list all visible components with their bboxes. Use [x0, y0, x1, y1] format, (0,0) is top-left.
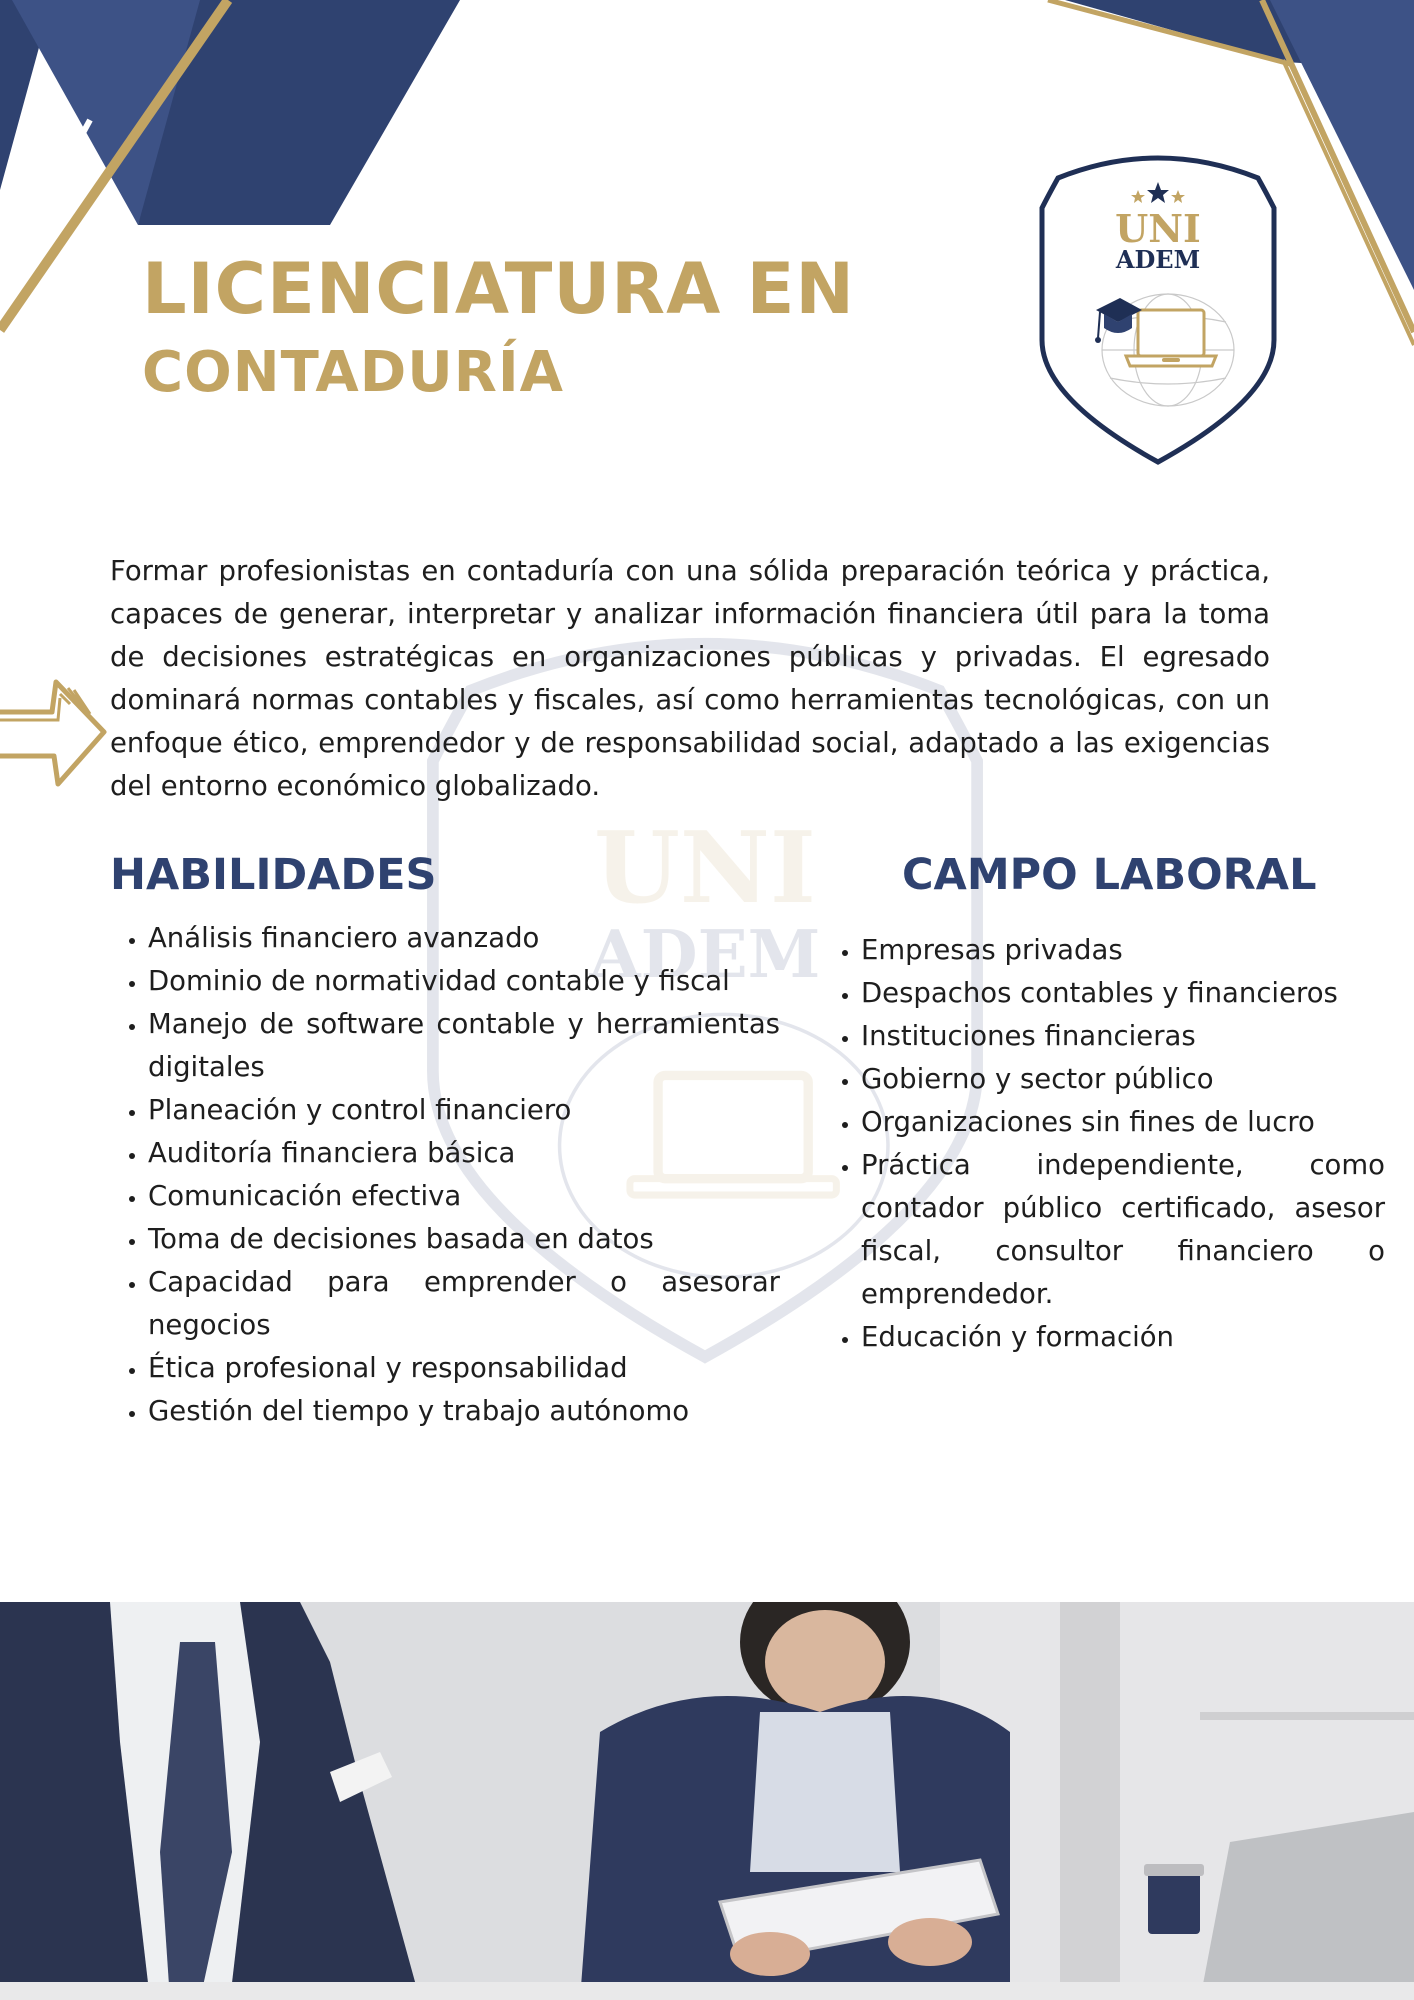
business-meeting-photo — [0, 1602, 1414, 2000]
photo-illustration — [0, 1602, 1414, 2000]
list-item: • Gestión del tiempo y trabajo autónomo — [148, 1390, 780, 1433]
skills-heading: HABILIDADES — [110, 850, 437, 900]
list-item: • Instituciones financieras — [861, 1015, 1385, 1058]
intro-paragraph: Formar profesionistas en contaduría con una sólida preparación teórica y práctica, capaces de generar, interpretar y analizar información financiera útil para la toma de decisiones estratégicas en organizaciones públicas y privadas. El egresado dominará normas contables y fiscales, así como herramientas tecnológicas, con un enfoque ético, emprendedor y de responsabilidad social, adaptado a las exigencias del entorno económico globalizado. — [110, 555, 1270, 802]
list-item: • Capacidad para emprender o asesorar negocios — [148, 1261, 780, 1347]
list-item: • Auditoría financiera básica — [148, 1132, 780, 1175]
watermark-logo-line1: UNI — [593, 809, 817, 926]
list-item: • Comunicación efectiva — [148, 1175, 780, 1218]
list-item: • Práctica independiente, como contador público certificado, asesor fiscal, consultor financiero o emprendedor. — [861, 1144, 1385, 1316]
career-heading: CAMPO LABORAL — [902, 850, 1317, 900]
list-item: • Ética profesional y responsabilidad — [148, 1347, 780, 1390]
list-item: • Gobierno y sector público — [861, 1058, 1385, 1101]
page-title-line1: LICENCIATURA EN — [142, 248, 856, 330]
list-item: • Educación y formación — [861, 1316, 1385, 1359]
list-item: • Despachos contables y financieros — [861, 972, 1385, 1015]
hand-drawn-arrow-icon — [0, 676, 112, 792]
list-item: • Empresas privadas — [861, 929, 1385, 972]
list-item: • Manejo de software contable y herramientas digitales — [148, 1003, 780, 1089]
page-title-line2: CONTADURÍA — [142, 340, 565, 405]
logo-text-line1: UNI — [1115, 206, 1201, 251]
shield-logo-icon — [1038, 150, 1278, 468]
list-item: • Planeación y control financiero — [148, 1089, 780, 1132]
skills-list — [110, 917, 780, 1433]
career-list — [823, 929, 1385, 1359]
logo-text-line2: ADEM — [1115, 245, 1201, 274]
laptop-icon — [1126, 310, 1216, 366]
list-item: • Toma de decisiones basada en datos — [148, 1218, 780, 1261]
list-item: • Análisis financiero avanzado — [148, 917, 780, 960]
list-item: • Organizaciones sin fines de lucro — [861, 1101, 1385, 1144]
watermark-logo-line2: ADEM — [589, 915, 821, 993]
list-item: • Dominio de normatividad contable y fiscal — [148, 960, 780, 1003]
